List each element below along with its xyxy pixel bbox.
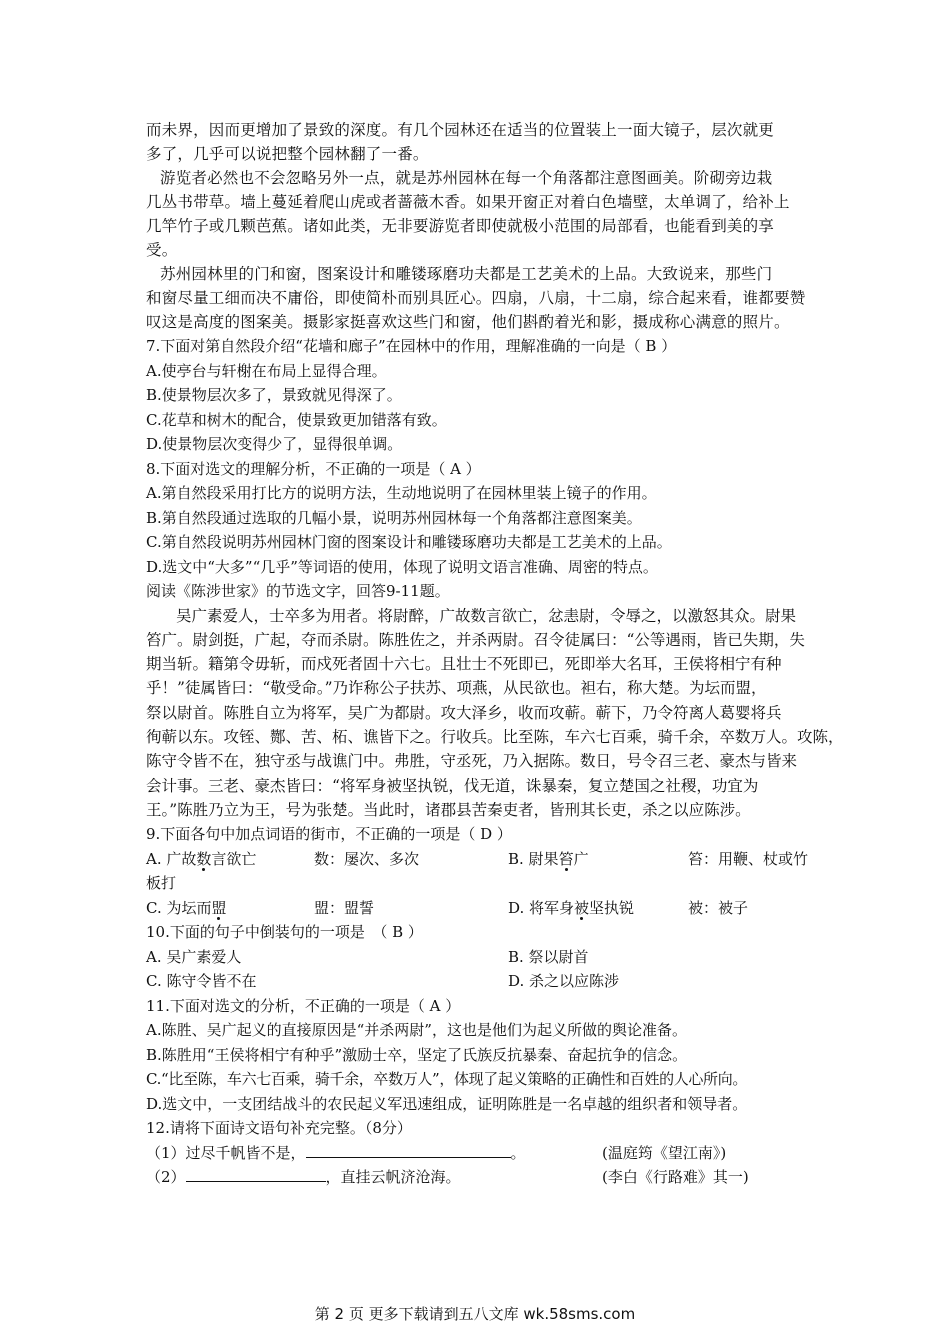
question-stem: 11.下面对选文的分析，不正确的一项是（ A ） (146, 996, 461, 1015)
question-8 (146, 457, 810, 580)
text-line: 徇蕲以东。攻铚、酂、苦、柘、谯皆下之。行收兵。比至陈，车六七百乘，骑千余，卒数万人。攻陈， (146, 727, 844, 746)
classical-passage (146, 604, 844, 823)
option-a: A.使亭台与轩榭在布局上显得合理。 (146, 361, 387, 380)
text-line: 多了，几乎可以说把整个园林翻了一番。 (146, 145, 429, 163)
question-10 (146, 920, 810, 994)
option-a-note: 数：屡次、多次 (314, 849, 420, 868)
text-line: 乎！”徒属皆曰：“敬受命。”乃诈称公子扶苏、项燕，从民欲也。袒右，称大楚。为坛而盟， (146, 679, 767, 698)
option-c: C.花草和树木的配合，使景致更加错落有致。 (146, 410, 447, 429)
question-stem: 12.请将下面诗文语句补充完整。（8分） (146, 1119, 412, 1138)
option-b: B. 尉果笞广 (508, 849, 589, 868)
option-b-note: 笞：用鞭、杖或竹 (688, 849, 809, 868)
text-line: 陈守令皆不在，独守丞与战谯门中。弗胜，守丞死，乃入据陈。数日，号令召三老、豪杰与皆来 (146, 752, 798, 771)
question-12 (146, 1116, 810, 1190)
passage-paragraph-2 (146, 166, 810, 262)
option-c: C.“比至陈，车六七百乘，骑千余，卒数万人”，体现了起义策略的正确性和百姓的人心所向。 (146, 1070, 748, 1089)
source-1: (温庭筠《望江南》) (602, 1143, 727, 1162)
question-stem: 7.下面对第自然段介绍“花墙和廊子”在园林中的作用，理解准确的一向是（ B ） (146, 337, 677, 355)
passage-paragraph-1 (146, 118, 810, 166)
text-line: 王。”陈胜乃立为王，号为张楚。当此时，诸郡县苦秦吏者，皆刑其长吏，杀之以应陈涉。 (146, 800, 751, 819)
option-b: B.使景物层次多了，景致就见得深了。 (146, 386, 402, 404)
text-line: 会计事。三老、豪杰皆曰：“将军身被坚执锐，伐无道，诛暴秦，复立楚国之社稷，功宜为 (146, 776, 759, 795)
options-row-ab (146, 945, 810, 970)
option-d-note: 被：被子 (688, 898, 749, 917)
option-b-note-cont: 板打 (146, 874, 177, 893)
option-d: D.选文中，一支团结战斗的农民起义军迅速组成，证明陈胜是一名卓越的组织者和领导者。 (146, 1094, 748, 1113)
option-d: D. 杀之以应陈涉 (508, 972, 620, 991)
option-b: B. 祭以尉首 (508, 947, 589, 966)
text-line: 苏州园林里的门和窗，图案设计和雕镂琢磨功夫都是工艺美术的上品。大致说来，那些门 (160, 265, 773, 283)
fill-line-1 (146, 1141, 810, 1166)
question-11 (146, 994, 810, 1117)
option-b: B.陈胜用“王侯将相宁有种乎”激励士卒，坚定了氏族反抗暴秦、奋起抗争的信念。 (146, 1045, 688, 1064)
options-row-cd (146, 969, 810, 994)
option-a: A.陈胜、吴广起义的直接原因是“并杀两尉”，这也是他们为起义所做的舆论准备。 (146, 1021, 687, 1040)
text-line: 几丛书带草。墙上蔓延着爬山虎或者蔷薇木香。如果开窗正对着白色墙壁，太单调了，给补上 (146, 193, 790, 211)
option-c: C. 陈守令皆不在 (146, 972, 257, 991)
document-page (146, 118, 844, 1190)
page-footer: 第 2 页 更多下载请到五八文库 wk.58sms.com (314, 1305, 636, 1323)
text-line: 吴广素爱人，士卒多为用者。将尉醉，广故数言欲亡，忿恚尉，令辱之，以激怒其众。尉果 (176, 606, 797, 625)
fill-line-2 (146, 1165, 810, 1190)
option-b: B.第自然段通过选取的几幅小景，说明苏州园林每一个角落都注意图案美。 (146, 508, 642, 527)
question-stem: 9.下面各句中加点词语的街市，不正确的一项是（ D ） (146, 825, 512, 844)
question-9 (146, 822, 810, 920)
fill-sentence-1: （1）过尽千帆皆不是， 。 (146, 1141, 602, 1166)
text-line: 而未界，因而更增加了景致的深度。有几个园林还在适当的位置装上一面大镜子，层次就更 (146, 121, 775, 139)
text-line: 祭以尉首。陈胜自立为将军，吴广为都尉。攻大泽乡，收而攻蕲。蕲下，乃令符离人葛婴将兵 (146, 703, 782, 722)
option-a: A. 广故数言欲亡 (146, 849, 257, 868)
answer-blank-1[interactable] (306, 1141, 511, 1158)
option-a: A. 吴广素爱人 (146, 947, 242, 966)
text-line: 笞广。尉剑挺，广起，夺而杀尉。陈胜佐之，并杀两尉。召令徒属曰：“公等遇雨，皆已失期，失 (146, 630, 805, 649)
fill-sentence-2: （2） ，直挂云帆济沧海。 (146, 1165, 602, 1190)
text-line: 叹这是高度的图案美。摄影家挺喜欢这些门和窗，他们斟酌着光和影，摄成称心满意的照片。 (146, 313, 790, 331)
option-d: D. 将军身被坚执锐 (508, 898, 635, 917)
text-line: 游览者必然也不会忽略另外一点，就是苏州园林在每一个角落都注意图画美。阶砌旁边栽 (160, 169, 773, 187)
question-stem: 10.下面的句子中倒装句的一项是 （ B ） (146, 923, 423, 942)
options-row-ab (146, 847, 810, 872)
question-stem: 8.下面对选文的理解分析，不正确的一项是（ A ） (146, 459, 481, 478)
passage-paragraph-3 (146, 262, 810, 334)
text-line: 受。 (146, 241, 178, 259)
option-c: C. 为坛而盟 (146, 898, 227, 917)
text-line: 几竿竹子或几颗芭蕉。诸如此类，无非要游览者即使就极小范围的局部看，也能看到美的享 (146, 217, 775, 235)
options-row-cd (146, 896, 810, 921)
source-2: (李白《行路难》其一) (602, 1168, 749, 1187)
option-a: A.第自然段采用打比方的说明方法，生动地说明了在园林里装上镜子的作用。 (146, 484, 657, 502)
question-7 (146, 334, 810, 457)
text-line: 和窗尽量工细而决不庸俗，即使简朴而别具匠心。四扇，八扇，十二扇，综合起来看，谁都要赞 (146, 289, 806, 307)
answer-blank-2[interactable] (186, 1165, 326, 1182)
text-line: 期当斩。籍第令毋斩，而戍死者固十六七。且壮士不死即已，死即举大名耳，王侯将相宁有种 (146, 655, 782, 674)
option-d: D.选文中“大多”“几乎”等词语的使用，体现了说明文语言准确、周密的特点。 (146, 557, 658, 576)
option-c-note: 盟：盟誓 (314, 898, 375, 917)
option-c: C.第自然段说明苏州园林门窗的图案设计和雕镂琢磨功夫都是工艺美术的上品。 (146, 533, 672, 551)
reading-intro: 阅读《陈涉世家》的节选文字，回答9-11题。 (146, 582, 450, 600)
option-d: D.使景物层次变得少了，显得很单调。 (146, 435, 403, 453)
